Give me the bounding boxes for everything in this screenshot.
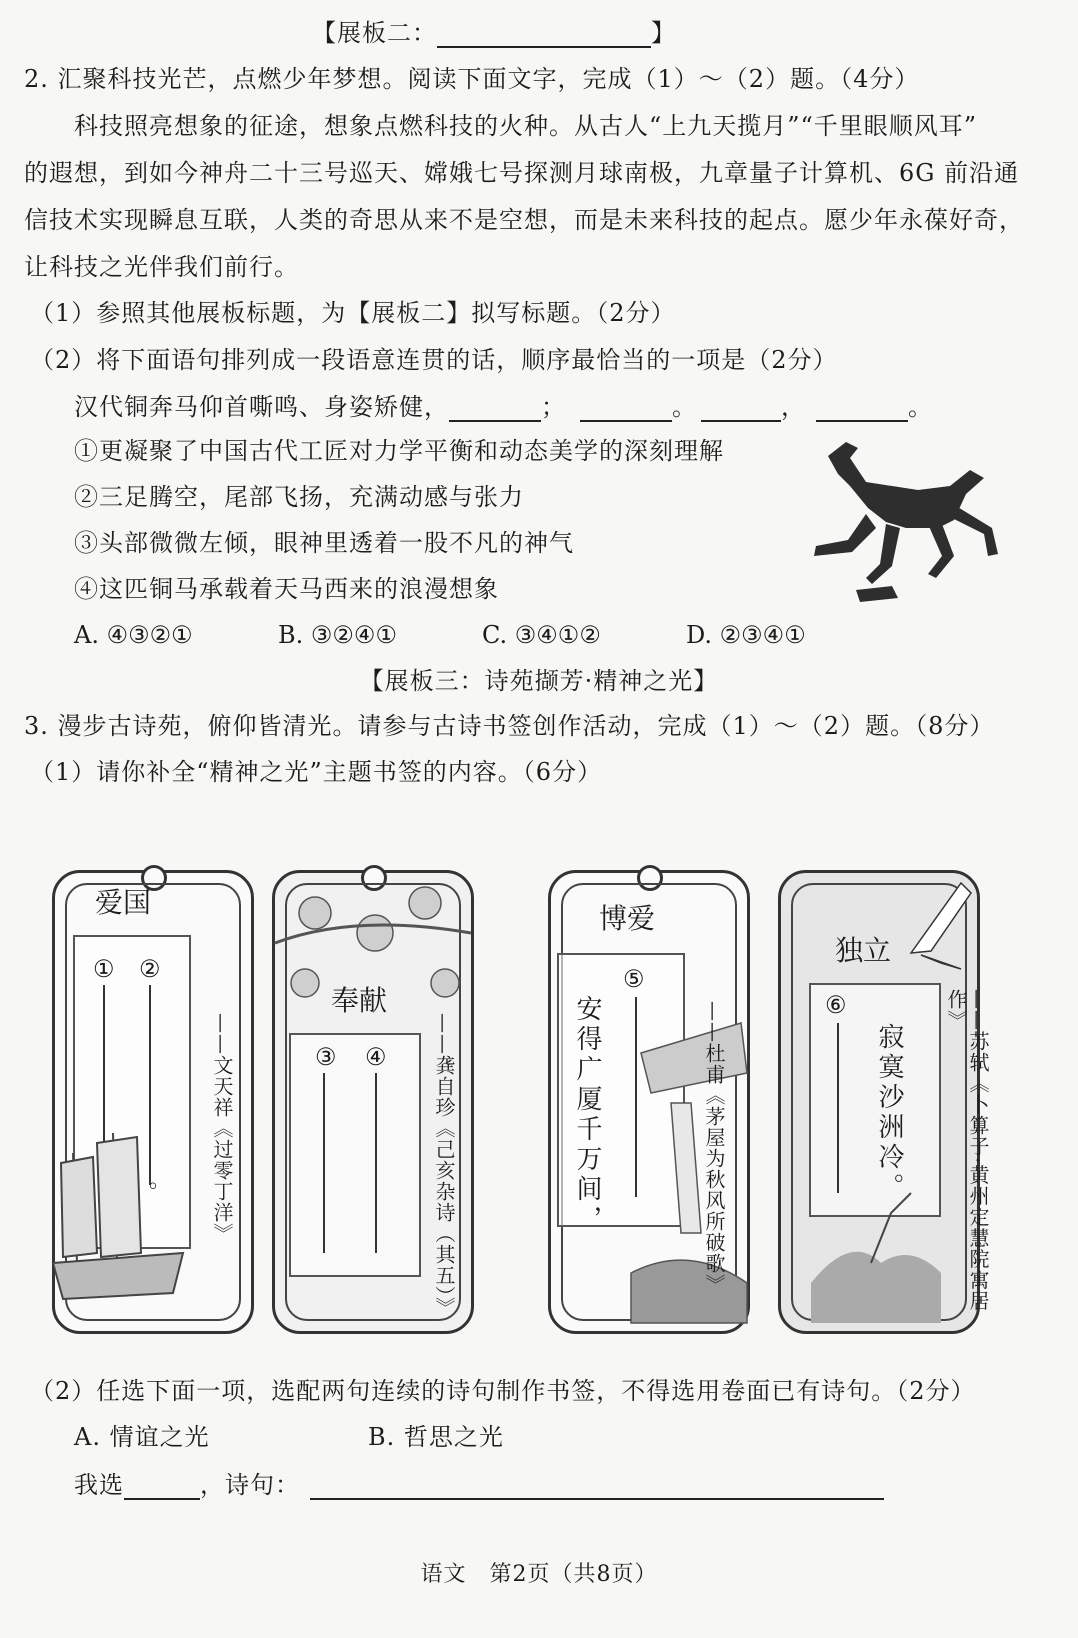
sailing-ship-icon (53, 1113, 193, 1323)
bookmark-author: ——文天祥《过零丁洋》 (210, 1013, 234, 1244)
blank-number: ⑤ (623, 965, 645, 993)
q3-sub1: （1）请你补全“精神之光”主题书签的内容。（6分） (30, 758, 603, 786)
crane-bird-icon (901, 873, 977, 983)
q3-stem: 3. 漫步古诗苑，俯仰皆清光。请参与古诗书签创作活动，完成（1）～（2）题。（8分） (24, 712, 995, 740)
q2-stem: 2. 汇聚科技光芒，点燃少年梦想。阅读下面文字，完成（1）～（2）题。（4分） (24, 65, 920, 93)
bookmark-author: ——龚自珍《己亥杂诗（其五）》 (432, 1013, 456, 1318)
bookmark-theme: 爱国 (95, 886, 152, 919)
answer-line-3[interactable] (323, 1073, 325, 1253)
order-blank-2[interactable] (580, 398, 672, 422)
q2-lead-line (74, 392, 933, 422)
bookmark-independence (778, 870, 990, 1334)
option-a[interactable]: A. ④③②① (74, 621, 193, 649)
q2-passage-line: 的遐想，到如今神舟二十三号巡天、嫦娥七号探测月球南极，九章量子计算机、6G 前沿通 (24, 159, 1020, 187)
rock-branch-icon (811, 1173, 941, 1323)
q2-passage-line: 信技术实现瞬息互联，人类的奇思从来不是空想，而是未来科技的起点。愿少年永葆好奇， (24, 206, 1024, 234)
given-verse: 寂寞沙洲冷。 (874, 1023, 904, 1203)
board2-title-blank[interactable] (437, 24, 651, 48)
option-b[interactable]: B. ③②④① (278, 621, 397, 649)
pick-label: 我选 (74, 1471, 124, 1499)
board3-title: 【展板三：诗苑撷芳·精神之光】 (359, 667, 719, 695)
blank-number: ④ (365, 1043, 387, 1071)
q2-passage-line: 科技照亮想象的征途，想象点燃科技的火种。从古人“上九天揽月”“千里眼顺风耳” (74, 112, 978, 140)
bookmark-theme: 博爱 (599, 902, 656, 935)
q2-sub2: （2）将下面语句排列成一段语意连贯的话，顺序最恰当的一项是（2分） (30, 346, 838, 374)
bookmark-theme: 独立 (835, 934, 892, 967)
board2-title: 【展板二： (312, 19, 437, 47)
answer-line-4[interactable] (375, 1073, 377, 1253)
q2-lead: 汉代铜奔马仰首嘶鸣、身姿矫健， (74, 393, 449, 421)
bookmark-author: ——苏轼《卜算子·黄州定慧院寓居作》 (944, 989, 990, 1312)
page-footer: 语文 第2页（共8页） (420, 1562, 658, 1587)
pick-blank[interactable] (124, 1476, 200, 1500)
blank-number: ① (93, 955, 115, 983)
poem-blank[interactable] (310, 1476, 884, 1500)
period-2: 。 (908, 393, 933, 421)
board2-close: 】 (651, 19, 676, 47)
board2-heading (312, 18, 676, 48)
blank-number: ② (139, 955, 161, 983)
poem-label: ，诗句： (200, 1471, 300, 1499)
comma: ， (781, 393, 806, 421)
sentence-3: ③头部微微左倾，眼神里透着一股不凡的神气 (74, 529, 574, 557)
q3-sub2: （2）任选下面一项，选配两句连续的诗句制作书签，不得选用卷面已有诗句。（2分） (30, 1377, 976, 1405)
choice-a[interactable]: A. 情谊之光 (74, 1423, 210, 1451)
end-mark: 。 (149, 1168, 172, 1193)
bookmark-author: ——杜甫《茅屋为秋风所破歌》 (702, 1001, 726, 1295)
bronze-horse-image (788, 428, 1008, 610)
blank-number: ⑥ (825, 991, 847, 1019)
q2-sub1: （1）参照其他展板标题，为【展板二】拟写标题。（2分） (30, 299, 676, 327)
option-c[interactable]: C. ③④①② (482, 621, 601, 649)
answer-row (74, 1470, 884, 1500)
answer-line-6[interactable] (837, 1023, 839, 1193)
sentence-2: ②三足腾空，尾部飞扬，充满动感与张力 (74, 483, 524, 511)
thatched-hut-icon (631, 1013, 747, 1323)
bookmark-devotion (272, 870, 474, 1334)
sentence-4: ④这匹铜马承载着天马西来的浪漫想象 (74, 575, 499, 603)
period-1: 。 (672, 393, 697, 421)
choice-b[interactable]: B. 哲思之光 (368, 1423, 504, 1451)
order-blank-1[interactable] (449, 398, 541, 422)
given-verse: 安得广厦千万间， (572, 995, 602, 1235)
bookmark-universal-love (548, 870, 750, 1334)
poem-box (289, 1033, 421, 1277)
blank-number: ③ (315, 1043, 337, 1071)
bookmark-theme: 奉献 (331, 984, 388, 1017)
option-d[interactable]: D. ②③④① (686, 621, 806, 649)
sentence-1: ①更凝聚了中国古代工匠对力学平衡和动态美学的深刻理解 (74, 437, 724, 465)
bookmark-patriotism (52, 870, 254, 1334)
semicolon: ； (541, 393, 566, 421)
q2-passage-line: 让科技之光伴我们前行。 (24, 253, 299, 281)
order-blank-3[interactable] (701, 398, 781, 422)
order-blank-4[interactable] (816, 398, 908, 422)
